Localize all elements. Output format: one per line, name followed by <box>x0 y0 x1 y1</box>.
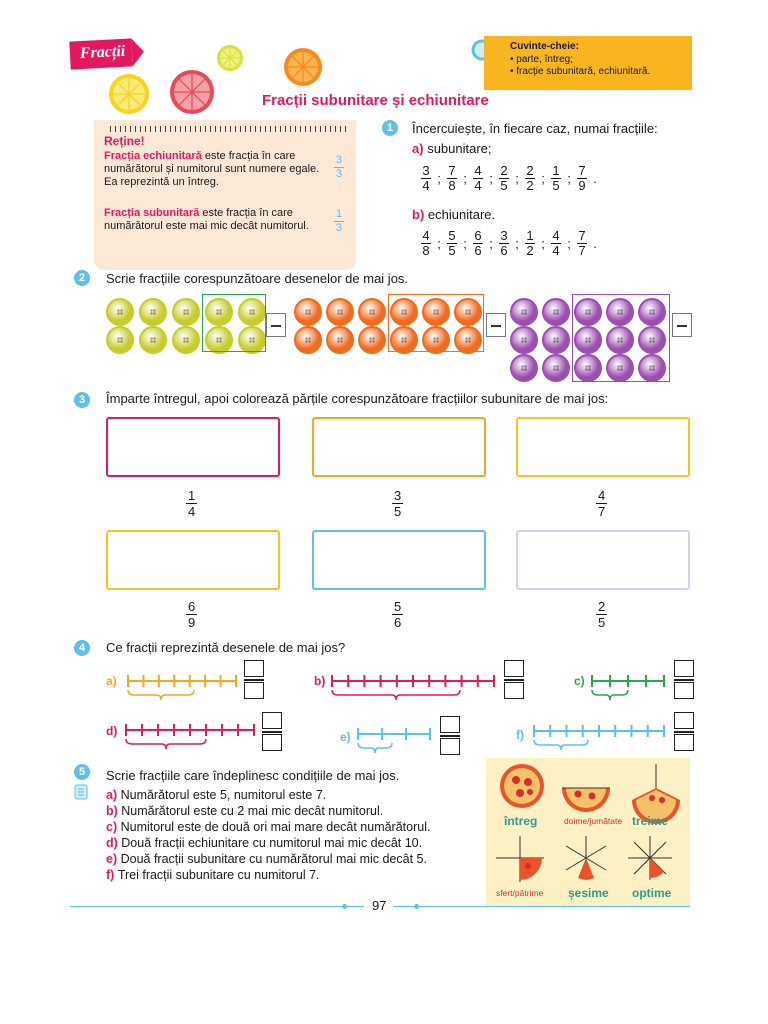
button-icon <box>326 298 354 326</box>
target-fraction <box>392 488 403 519</box>
button-icon <box>358 298 386 326</box>
definition-term: Fracția echiunitară <box>104 150 202 162</box>
condition-item <box>106 851 430 867</box>
exercise-1-instruction: Încercuiește, în fiecare caz, numai fracțiile: <box>412 121 658 136</box>
pizza-label: șesime <box>568 886 609 900</box>
item-text: Două fracții echiunitare cu numitorul mai mic decât 10. <box>121 836 423 850</box>
answer-box[interactable] <box>486 313 506 337</box>
numerator: 4 <box>422 228 430 243</box>
selection-frame <box>202 294 266 352</box>
separator: ; <box>515 236 519 251</box>
button-icon <box>542 326 570 354</box>
exercise-2-instruction: Scrie fracțiile corespunzătoare desenelor de mai jos. <box>106 271 409 286</box>
item-letter: e) <box>106 852 121 866</box>
item-text: subunitare; <box>427 141 492 156</box>
separator: . <box>593 236 597 251</box>
target-fraction <box>186 599 197 630</box>
selection-frame <box>572 294 670 382</box>
number-line-label: c) <box>574 674 585 688</box>
pizza-label: optime <box>632 886 672 900</box>
target-fraction <box>596 599 607 630</box>
target-fraction <box>392 599 403 630</box>
button-icon <box>294 298 322 326</box>
item-letter: d) <box>106 836 122 850</box>
denominator: 7 <box>578 243 586 258</box>
coloring-rectangle[interactable] <box>312 530 486 590</box>
denominator: 6 <box>500 243 508 258</box>
button-icon <box>172 326 200 354</box>
separator: ; <box>437 171 441 186</box>
separator: ; <box>463 171 467 186</box>
numerator: 2 <box>598 599 606 614</box>
exercise-number: 5 <box>74 764 90 780</box>
separator: ; <box>541 171 545 186</box>
chapter-tag: Fracții <box>69 38 132 69</box>
item-text: Două fracții subunitare cu numărătorul mai mic decât 5. <box>120 852 427 866</box>
pizza-diagram <box>486 758 690 906</box>
exercise-5-instruction: Scrie fracțiile care îndeplinesc condițiile de mai jos. <box>106 768 400 783</box>
numerator: 4 <box>598 488 606 503</box>
denominator: 2 <box>526 178 534 193</box>
pizza-label: doime/jumătate <box>564 816 623 826</box>
numerator: 1 <box>526 228 534 243</box>
answer-box[interactable] <box>672 313 692 337</box>
numerator: 4 <box>552 228 560 243</box>
coloring-rectangle[interactable] <box>312 417 486 477</box>
number-line-label: e) <box>340 730 351 744</box>
button-icon <box>172 298 200 326</box>
answer-box[interactable] <box>266 313 286 337</box>
separator: . <box>593 171 597 186</box>
exercise-number: 1 <box>382 120 398 136</box>
denominator: 5 <box>394 504 402 519</box>
separator: ; <box>437 236 441 251</box>
button-icon <box>542 354 570 382</box>
answer-fraction-box[interactable] <box>674 712 694 752</box>
definition-term: Fracția subunitară <box>104 207 200 219</box>
target-fraction <box>186 488 197 519</box>
item-letter: a) <box>412 141 424 156</box>
selection-frame <box>388 294 484 352</box>
coloring-rectangle[interactable] <box>516 530 690 590</box>
definition-text: este fracția în care numărătorul și numitorul sunt numere egale. Ea reprezintă un întreg. <box>104 150 320 188</box>
item-letter: b) <box>106 804 122 818</box>
item-text: Numitorul este de două ori mai mare decât numărătorul. <box>120 820 431 834</box>
coloring-rectangle[interactable] <box>106 530 280 590</box>
button-icon <box>139 326 167 354</box>
denominator: 6 <box>474 243 482 258</box>
denominator: 5 <box>598 615 606 630</box>
sixth-pizza-icon <box>566 836 606 880</box>
keyword-item: • fracție subunitară, echiunitară. <box>510 66 651 77</box>
number-line <box>532 725 672 755</box>
button-icon <box>510 298 538 326</box>
number-line-label: d) <box>106 724 118 738</box>
condition-item <box>106 787 430 803</box>
number-line <box>124 724 262 754</box>
exercise-number: 2 <box>74 270 90 286</box>
denominator: 4 <box>422 178 430 193</box>
notebook-icon <box>74 784 88 800</box>
whole-pizza-icon <box>500 764 544 808</box>
denominator: 4 <box>188 504 196 519</box>
item-text: Trei fracții subunitare cu numitorul 7. <box>117 868 320 882</box>
page-number: 97 <box>364 898 394 913</box>
eighth-pizza-icon <box>628 836 672 880</box>
definition-text: este fracția în care numărătorul este mai mic decât numitorul. <box>104 207 309 232</box>
denominator: 5 <box>448 243 456 258</box>
denominator: 5 <box>500 178 508 193</box>
denominator: 9 <box>188 615 196 630</box>
denominator: 4 <box>474 178 482 193</box>
remember-heading: Reține! <box>104 134 145 148</box>
number-line <box>330 675 502 705</box>
item-letter: b) <box>412 207 425 222</box>
answer-fraction-box[interactable] <box>504 660 524 700</box>
numerator: 6 <box>188 599 196 614</box>
denominator: 2 <box>526 243 534 258</box>
numerator: 3 <box>335 154 343 166</box>
item-letter: a) <box>106 788 121 802</box>
quarter-pizza-icon <box>496 836 544 882</box>
numerator: 5 <box>448 228 456 243</box>
separator: ; <box>515 171 519 186</box>
numerator: 7 <box>578 163 586 178</box>
exercise-3-instruction: Împarte întregul, apoi colorează părțile corespunzătoare fracțiilor subunitare de mai jos: <box>106 391 609 406</box>
number-line <box>590 675 672 705</box>
number-line-label: f) <box>516 728 524 742</box>
lesson-title: Fracții subunitare și echiunitare <box>262 92 489 109</box>
number-line-label: a) <box>106 674 117 688</box>
separator: ; <box>463 236 467 251</box>
numerator: 4 <box>474 163 482 178</box>
item-text: echiunitare. <box>427 207 496 222</box>
denominator: 6 <box>394 615 402 630</box>
button-icon <box>106 298 134 326</box>
numerator: 1 <box>335 208 343 220</box>
number-line <box>356 728 438 758</box>
exercise-5-items <box>106 787 430 883</box>
denominator: 7 <box>598 504 606 519</box>
separator: ; <box>489 236 493 251</box>
numerator: 1 <box>552 163 560 178</box>
item-letter: c) <box>106 820 121 834</box>
numerator: 6 <box>474 228 482 243</box>
separator: ; <box>567 236 571 251</box>
footer-dot <box>414 904 419 909</box>
keyword-item: • parte, întreg; <box>510 53 573 65</box>
condition-item <box>106 835 430 851</box>
exercise-number: 4 <box>74 640 90 656</box>
button-icon <box>510 354 538 382</box>
coloring-rectangle[interactable] <box>516 417 690 477</box>
denominator: 8 <box>448 178 456 193</box>
target-fraction <box>596 488 607 519</box>
coloring-rectangle[interactable] <box>106 417 280 477</box>
button-icon <box>358 326 386 354</box>
half-pizza-icon <box>562 788 610 812</box>
numerator: 3 <box>394 488 402 503</box>
numerator: 1 <box>188 488 196 503</box>
item-text: Numărătorul este 5, numitorul este 7. <box>120 788 327 802</box>
denominator: 9 <box>578 178 586 193</box>
answer-fraction-box[interactable] <box>674 660 694 700</box>
numerator: 5 <box>394 599 402 614</box>
pizza-fractions-panel <box>486 758 690 906</box>
button-icon <box>106 326 134 354</box>
denominator: 8 <box>422 243 430 258</box>
pizza-label: sfert/pătrime <box>496 888 544 898</box>
item-letter: f) <box>106 868 118 882</box>
buttons-illustration <box>0 0 768 400</box>
denominator: 3 <box>335 168 343 180</box>
button-icon <box>294 326 322 354</box>
numerator: 3 <box>500 228 508 243</box>
numerator: 2 <box>500 163 508 178</box>
condition-item <box>106 803 430 819</box>
number-line <box>126 675 244 705</box>
denominator: 5 <box>552 178 560 193</box>
denominator: 4 <box>552 243 560 258</box>
numerator: 7 <box>578 228 586 243</box>
pizza-label: treime <box>632 814 669 828</box>
denominator: 3 <box>335 222 343 234</box>
condition-item <box>106 819 430 835</box>
keywords-title: Cuvinte-cheie: <box>510 41 579 52</box>
condition-item <box>106 867 430 883</box>
pizza-label: întreg <box>504 814 538 828</box>
button-icon <box>326 326 354 354</box>
answer-fraction-box[interactable] <box>244 660 264 700</box>
item-text: Numărătorul este cu 2 mai mic decât numitorul. <box>121 804 384 818</box>
exercise-4-instruction: Ce fracții reprezintă desenele de mai jos? <box>106 640 346 655</box>
separator: ; <box>567 171 571 186</box>
answer-fraction-box[interactable] <box>262 712 282 752</box>
number-line-label: b) <box>314 674 326 688</box>
numerator: 2 <box>526 163 534 178</box>
answer-fraction-box[interactable] <box>440 716 460 756</box>
exercise-number: 3 <box>74 392 90 408</box>
footer-dot <box>342 904 347 909</box>
button-icon <box>510 326 538 354</box>
button-icon <box>542 298 570 326</box>
separator: ; <box>541 236 545 251</box>
button-icon <box>139 298 167 326</box>
exercise-5 <box>106 768 430 883</box>
separator: ; <box>489 171 493 186</box>
numerator: 3 <box>422 163 430 178</box>
numerator: 7 <box>448 163 456 178</box>
